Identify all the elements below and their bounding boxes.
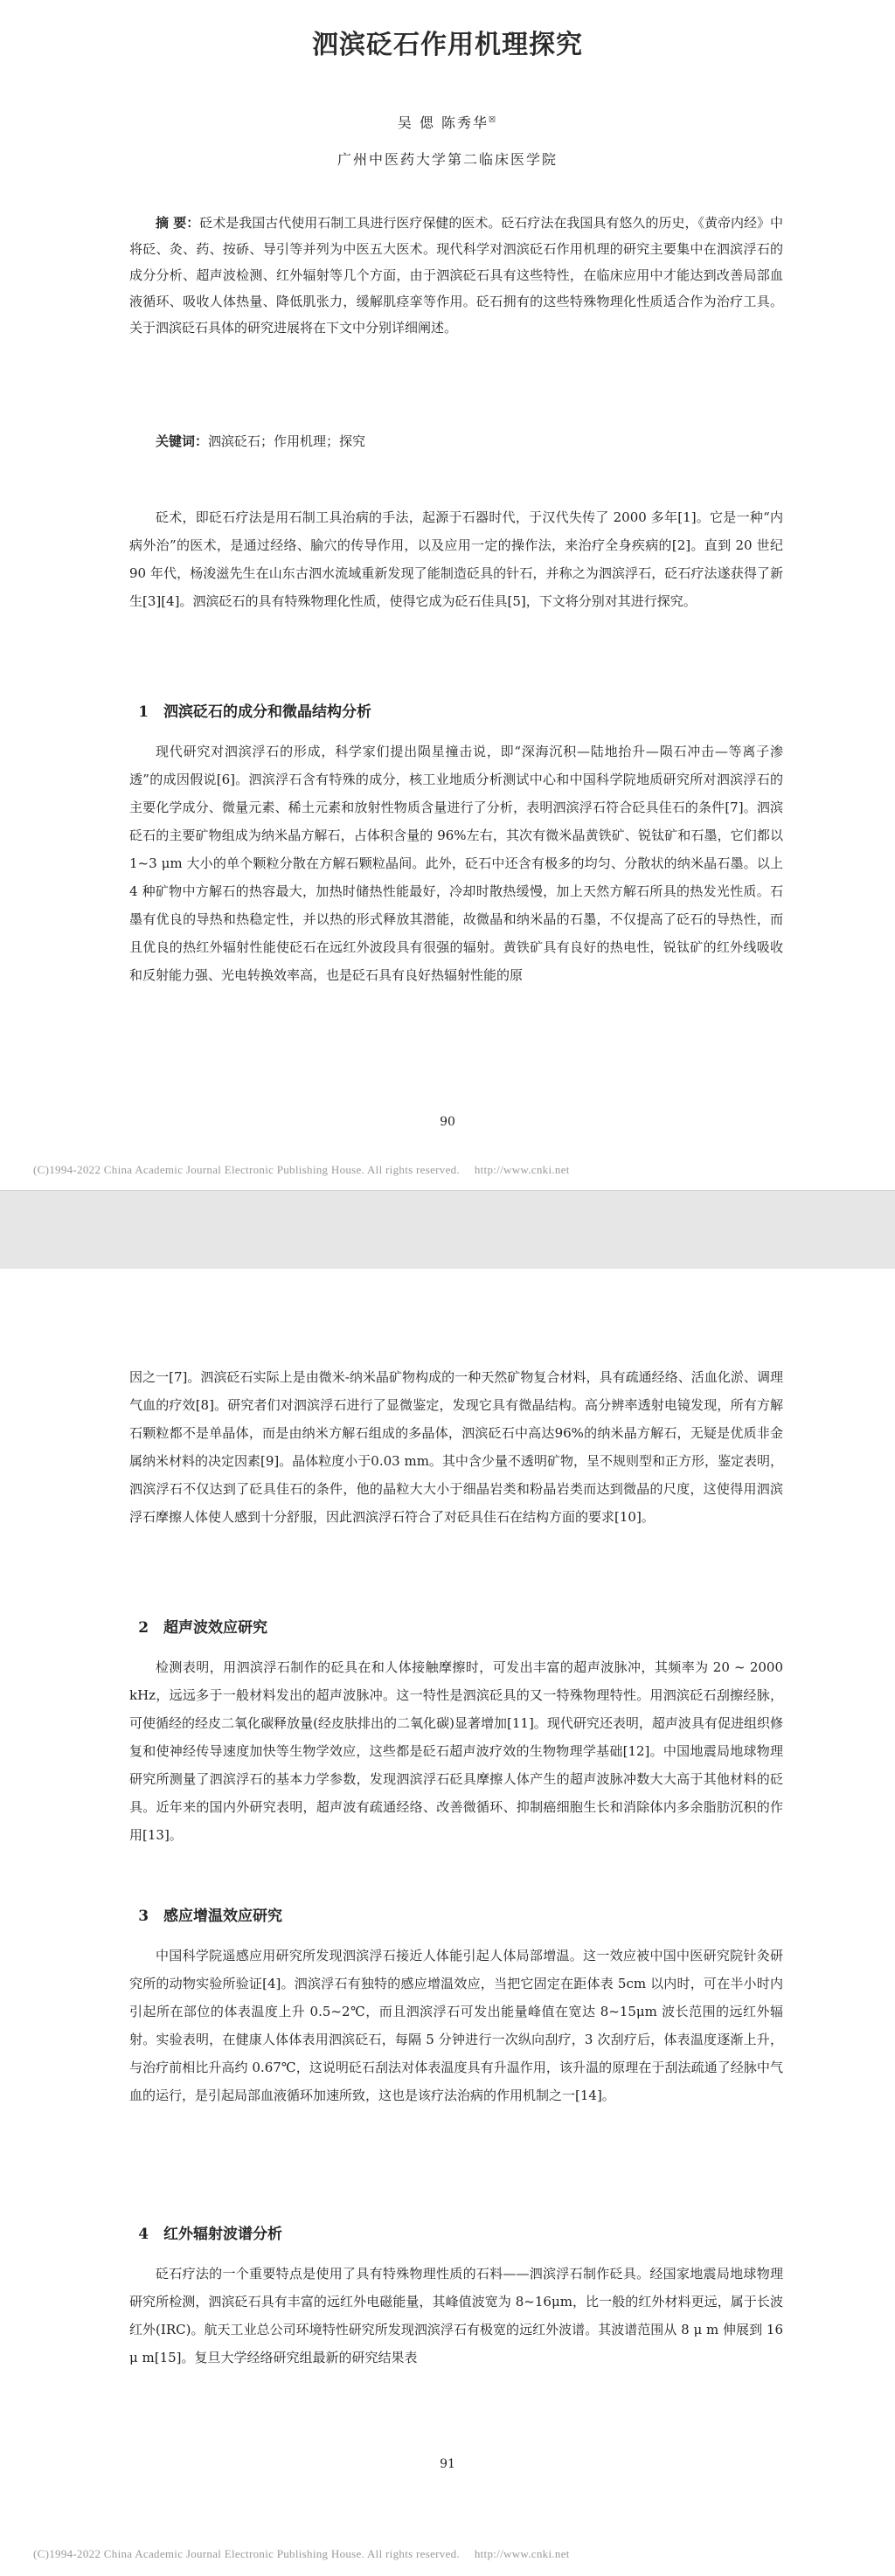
page-number: 90 [440,1115,455,1129]
intro-paragraph [129,503,783,615]
affiliation: 广州中医药大学第二临床医学院 [336,151,558,168]
section-1-heading-wrap [129,699,783,721]
keywords [129,428,783,454]
authors [0,112,895,132]
page-90 [0,0,895,1188]
abstract-label: 摘 要： [156,215,200,231]
section-2-heading: 2 超声波效应研究 [138,1619,268,1637]
section-4-body [129,2260,783,2372]
section-1-heading: 1 泗滨砭石的成分和微晶结构分析 [138,703,372,721]
keywords-label: 关键词： [156,433,209,449]
page-number: 91 [440,2457,455,2471]
section-3-text: 中国科学院遥感应用研究所发现泗滨浮石接近人体能引起人体局部增温。这一效应被中国中医研究院针灸研究所的动物实验所验证[4]。泗滨浮石有独特的感应增温效应，当把它固定在距体表 5cm 以内时，可在半小时内引起所在部位的体表温度上升 0.5~2℃，而且泗滨浮石可发出能量峰值在宽达 8~15μm 波长范围的远红外辐射。实验表明，在健康人体体表用泗滨砭石，每隔 5 分钟进行一次纵向刮疗，3 次刮疗后，体表温度逐渐上升，与治疗前相比升高约 0.67℃，这说明砭石刮法对体表温度具有升温作用，该升温的原理在于刮法疏通了经脉中气血的运行，是引起局部血液循环加速所致，这也是该疗法治病的作用机制之一[14]。 [129,1948,783,2103]
section-4-heading-wrap [129,2221,783,2243]
page-separator [0,1190,895,1271]
article-title: 泗滨砭石作用机理探究 [312,30,583,60]
copyright-footer: (C)1994-2022 China Academic Journal Electronic Publishing House. All rights reserved. http://www.cnki.net [33,1163,570,1176]
intro-text: 砭术，即砭石疗法是用石制工具治病的手法，起源于石器时代，于汉代失传了 2000 多年[1]。它是一种“内病外治”的医术，是通过经络、腧穴的传导作用，以及应用一定的操作法，来治疗全身疾病的[2]。直到 20 世纪 90 年代，杨浚滋先生在山东古泗水流域重新发现了能制造砭具的针石，并称之为泗滨浮石，砭石疗法遂获得了新生[3][4]。泗滨砭石的具有特殊物理化性质，使得它成为砭石佳具[5]，下文将分别对其进行探究。 [129,509,783,609]
section-1-continued-text: 因之一[7]。泗滨砭石实际上是由微米-纳米晶矿物构成的一种天然矿物复合材料，具有疏通经络、活血化淤、调理气血的疗效[8]。研究者们对泗滨浮石进行了显微鉴定，发现它具有微晶结构。高分辨率透射电镜发现，所有方解石颗粒都不是单晶体，而是由纳米方解石组成的多晶体，泗滨砭石中高达96%的纳米晶方解石，无疑是优质非金属纳米材料的决定因素[9]。晶体粒度小于0.03 mm。其中含少量不透明矿物，呈不规则型和正方形，鉴定表明，泗滨浮石不仅达到了砭具佳石的条件，他的晶粒大大小于细晶岩类和粉晶岩类而达到微晶的尺度，这使得用泗滨浮石摩擦人体使人感到十分舒服，因此泗滨浮石符合了对砭具佳石在结构方面的要求[10]。 [129,1369,783,1525]
section-2-text: 检测表明，用泗滨浮石制作的砭具在和人体接触摩擦时，可发出丰富的超声波脉冲，其频率为 20 ~ 2000 kHz，远远多于一般材料发出的超声波脉冲。这一特性是泗滨砭具的又一特殊物理特性。用泗滨砭石刮擦经脉，可使循经的经皮二氧化碳释放量(经皮肤排出的二氧化碳)显著增加[11]。现代研究还表明，超声波具有促进组织修复和使神经传导速度加快等生物学效应，这些都是砭石超声波疗效的生物物理学基础[12]。中国地震局地球物理研究所测量了泗滨浮石的基本力学参数，发现泗滨浮石砭具摩擦人体产生的超声波脉冲数大大高于其他材料的砭具。近年来的国内外研究表明，超声波有疏通经络、改善微循环、抑制癌细胞生长和消除体内多余脂肪沉积的作用[13]。 [129,1659,783,1843]
page-91 [0,1269,895,2576]
abstract-text: 砭术是我国古代使用石制工具进行医疗保健的医术。砭石疗法在我国具有悠久的历史，《黄帝内经》中将砭、灸、药、按硚、导引等并列为中医五大医术。现代科学对泗滨砭石作用机理的研究主要集中在泗滨浮石的成分分析、超声波检测、红外辐射等几个方面，由于泗滨砭石具有这些特性，在临床应用中才能达到改善局部血液循环、吸收人体热量、降低肌张力，缓解肌痉挛等作用。砭石拥有的这些特殊物理化性质适合作为治疗工具。关于泗滨砭石具体的研究进展将在下文中分别详细阐述。 [129,215,783,336]
section-1-text: 现代研究对泗滨浮石的形成，科学家们提出陨星撞击说，即“深海沉积—陆地抬升—陨石冲击—等离子渗透”的成因假说[6]。泗滨浮石含有特殊的成分，核工业地质分析测试中心和中国科学院地质研究所对泗滨浮石的主要化学成分、微量元素、稀土元素和放射性物质含量进行了分析，表明泗滨浮石符合砭具佳石的条件[7]。泗滨砭石的主要矿物组成为纳米晶方解石，占体积含量的 96%左右，其次有微米晶黄铁矿、锐钛矿和石墨，它们都以 1~3 μm 大小的单个颗粒分散在方解石颗粒晶间。此外，砭石中还含有极多的均匀、分散状的纳米晶石墨。以上 4 种矿物中方解石的热容最大，加热时储热性能最好，冷却时散热缓慢，加上天然方解石所具的热发光性质。石墨有优良的导热和热稳定性，并以热的形式释放其潜能，故微晶和纳米晶的石墨，不仅提高了砭石的导热性，而且优良的热红外辐射性能使砭石在远红外波段具有很强的辐射。黄铁矿具有良好的热电性，锐钛矿的红外线吸收和反射能力强、光电转换效率高，也是砭石具有良好热辐射性能的原 [129,744,783,983]
section-1-body [129,737,783,989]
copyright-footer: (C)1994-2022 China Academic Journal Electronic Publishing House. All rights reserved. http://www.cnki.net [33,2547,570,2560]
section-1-continued [129,1363,783,1531]
keywords-text: 泗滨砭石；作用机理；探究 [208,433,366,449]
author-names: 吴 偲 陈秀华 [397,114,489,131]
section-4-text: 砭石疗法的一个重要特点是使用了具有特殊物理性质的石料——泗滨浮石制作砭具。经国家地震局地球物理研究所检测，泗滨砭石具有丰富的远红外电磁能量，其峰值波宽为 8~16μm，比一般的红外材料更远，属于长波红外(IRC)。航天工业总公司环境特性研究所发现泗滨浮石有极宽的远红外波谱。其波谱范围从 8 μ m 伸展到 16 μ m[15]。复旦大学经络研究组最新的研究结果表 [129,2266,783,2365]
section-2-body [129,1653,783,1849]
section-3-body [129,1942,783,2109]
section-4-heading: 4 红外辐射波谱分析 [138,2226,283,2243]
section-3-heading: 3 感应增温效应研究 [138,1908,283,1925]
section-3-heading-wrap [129,1903,783,1925]
section-2-heading-wrap [129,1615,783,1637]
abstract [129,210,783,341]
author-contact-mark: ☒ [489,115,498,125]
